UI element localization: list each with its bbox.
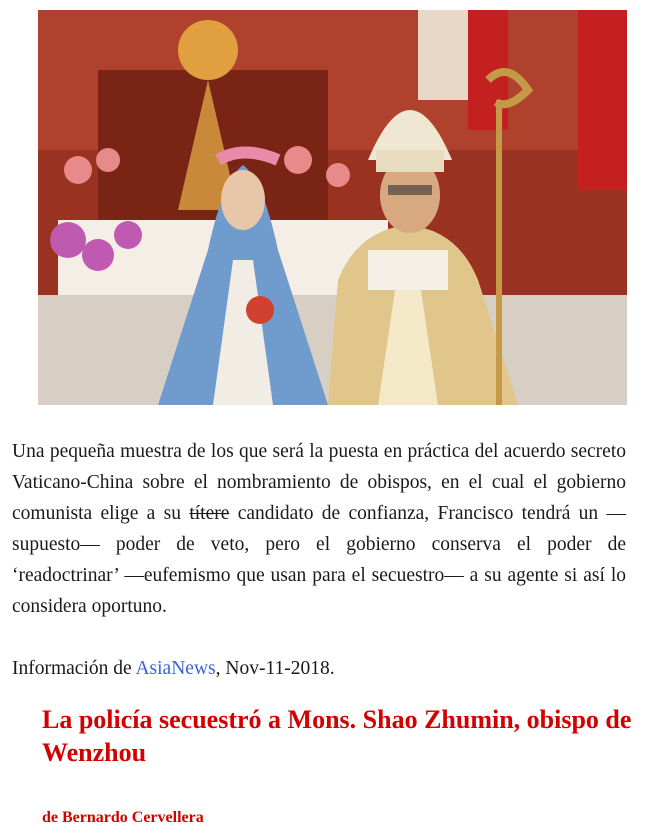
source-line [12,653,335,684]
struck-word: títere [189,503,230,524]
source-date: , Nov-11-2018. [215,658,335,679]
article-byline: de Bernardo Cervellera [42,809,204,826]
paragraph-text-end: candidato de confianza, Francisco tendrá un —supuesto— poder de veto, pero el gobierno conserva el poder de ‘readoctrinar’ —eufemismo que usan para el secuestro— a su agente si así lo considera oportuno. [12,503,626,617]
paragraph-text-start: Una pequeña muestra de los que será la puesta en práctica del acuerdo secreto Vaticano-China sobre el nombramiento de obispos, en el cual el gobierno comunista elige a su [12,441,626,524]
asianews-link[interactable]: AsiaNews [135,658,216,679]
source-prefix: Información de [12,658,136,679]
article-photo [38,10,627,405]
article-paragraph [12,436,626,622]
article-headline: La policía secuestró a Mons. Shao Zhumin, obispo de Wenzhou [42,705,632,767]
